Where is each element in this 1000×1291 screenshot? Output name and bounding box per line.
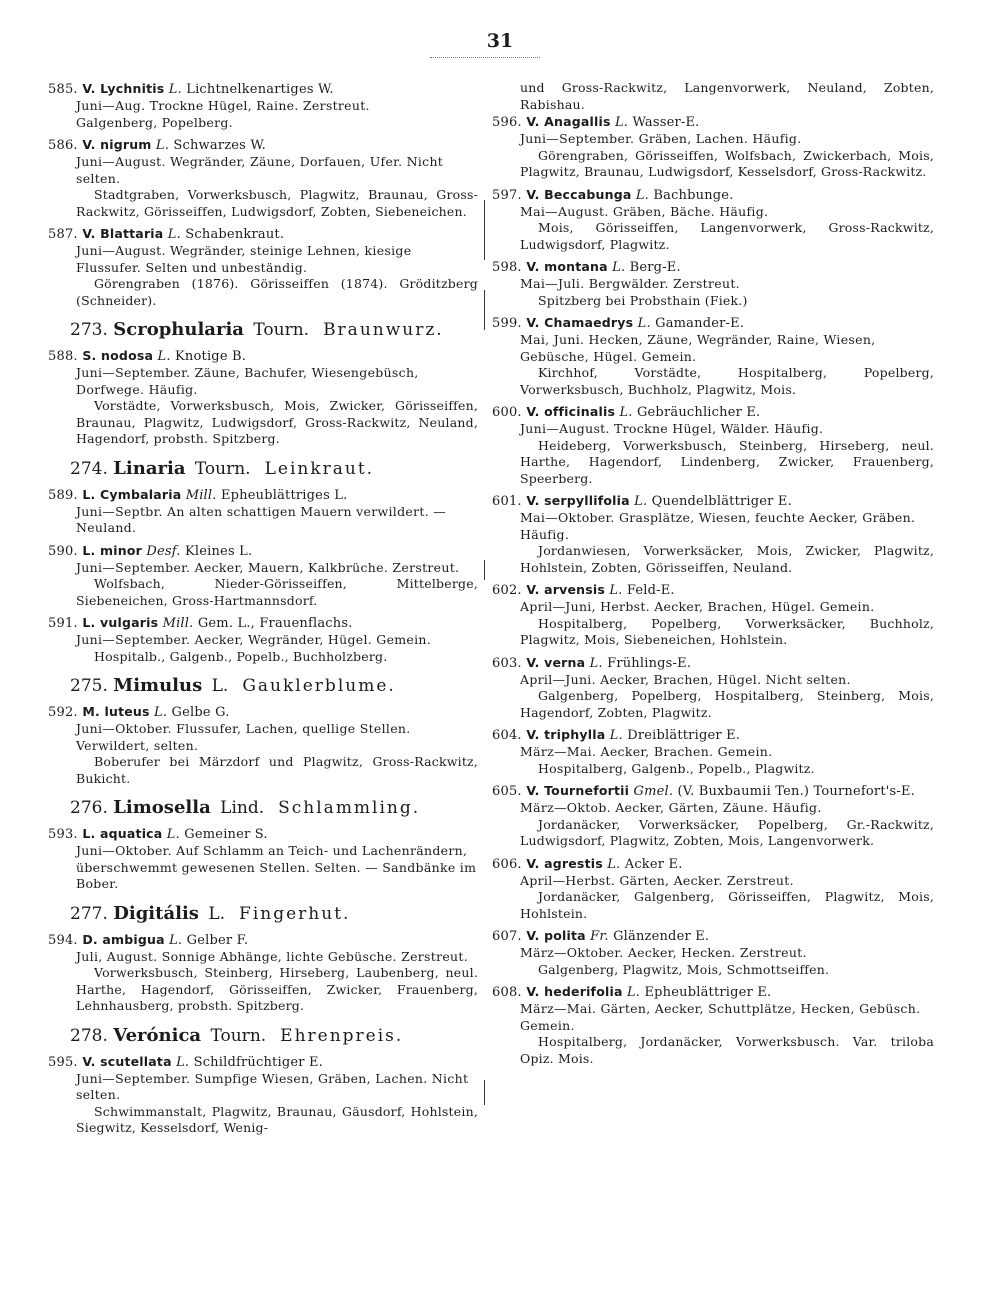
- species-localities: Vorstädte, Vorwerksbusch, Mois, Zwicker, Görisseiffen, Braunau, Plagwitz, Ludwigsdorf, Gross-Rackwitz, Neuland, Hagendorf, probsth. Spitzberg.: [76, 398, 478, 446]
- species-number: 590.: [48, 543, 78, 559]
- species-author: L.: [609, 583, 623, 598]
- genus-common-name: Schlammling.: [278, 798, 421, 818]
- species-heading: [48, 136, 478, 154]
- species-author: L.: [612, 260, 626, 275]
- species-name: V. Beccabunga: [526, 186, 632, 202]
- genus-heading: [70, 319, 478, 341]
- species-common-name: Quendelblättriger E.: [651, 494, 792, 509]
- species-heading: [48, 931, 478, 949]
- species-entry: [48, 486, 478, 537]
- species-habitat: Galgenberg, Popelberg.: [76, 114, 233, 130]
- species-localities: Hospitalberg, Jordanäcker, Vorwerksbusch. Var. triloba Opiz. Mois.: [520, 1034, 934, 1066]
- species-name: V. Lychnitis: [82, 81, 165, 96]
- species-heading: [48, 825, 478, 843]
- species-name: L. minor: [82, 542, 142, 558]
- species-name: V. verna: [526, 654, 586, 670]
- genus-name: Verónica: [113, 1024, 202, 1046]
- genus-author: L.: [211, 676, 229, 696]
- species-entry: [48, 225, 478, 309]
- species-entry: [48, 614, 478, 665]
- species-author: L.: [626, 985, 641, 1000]
- species-number: 594.: [48, 932, 78, 948]
- genus-author: Tourn.: [210, 1025, 267, 1046]
- species-number: 589.: [48, 487, 78, 503]
- continued-text: und Gross-Rackwitz, Langenvorwerk, Neuland, Zobten, Rabishau.: [520, 80, 934, 112]
- species-habitat: Juli, August. Sonnige Abhänge, lichte Gebüsche. Zerstreut.: [76, 948, 469, 964]
- species-localities: Boberufer bei Märzdorf und Plagwitz, Gross-Rackwitz, Bukicht.: [76, 754, 478, 786]
- species-number: 596.: [492, 115, 522, 130]
- species-common-name: Gem. L., Frauenflachs.: [197, 616, 353, 631]
- species-name: V. polita: [526, 928, 586, 943]
- species-entry: [48, 703, 478, 787]
- species-heading: [492, 581, 934, 599]
- species-name: M. luteus: [82, 704, 150, 719]
- right-column: [492, 80, 934, 1072]
- species-number: 592.: [48, 705, 78, 720]
- species-heading: [492, 782, 934, 800]
- genus-heading: [70, 675, 478, 697]
- species-heading: [48, 80, 478, 98]
- species-entry: [48, 1053, 478, 1137]
- species-name: V. officinalis: [526, 404, 616, 419]
- species-localities: Vorwerksbusch, Steinberg, Hirseberg, Laubenberg, neul. Harthe, Hagendorf, Görisseiffen, Zwicker, Frauenberg, Lehnhausberg, probsth. Spitzberg.: [76, 965, 478, 1013]
- species-entry: [492, 314, 934, 398]
- species-habitat: April—Juni. Aecker, Brachen, Hügel. Nicht selten.: [520, 671, 851, 687]
- species-localities: Hospitalberg, Popelberg, Vorwerksäcker, Buchholz, Plagwitz, Mois, Siebeneichen, Hohlstein.: [520, 615, 934, 647]
- gutter-line-3: [484, 560, 485, 580]
- species-habitat: März—Mai. Gärten, Aecker, Schuttplätze, Hecken, Gebüsch. Gemein.: [520, 1001, 921, 1033]
- species-author: Mill.: [185, 487, 217, 503]
- species-localities: Spitzberg bei Probsthain (Fiek.): [538, 292, 748, 308]
- species-author: L.: [614, 115, 629, 130]
- genus-author: Lind.: [220, 798, 265, 818]
- species-author: L.: [634, 494, 648, 509]
- genus-heading: [70, 458, 478, 480]
- species-habitat: Juni—August. Wegränder, steinige Lehnen, kiesige Flussufer. Selten und unbeständig.: [76, 243, 412, 275]
- species-author: L.: [154, 705, 168, 720]
- species-habitat: Mai—Juli. Bergwälder. Zerstreut.: [520, 276, 740, 291]
- species-entry: [492, 186, 934, 254]
- species-author: L.: [166, 827, 180, 842]
- species-number: 586.: [48, 138, 78, 153]
- species-name: V. scutellata: [82, 1053, 172, 1069]
- species-localities: Hospitalb., Galgenb., Popelb., Buchholzberg.: [94, 648, 388, 664]
- species-entry: [492, 855, 934, 923]
- species-localities: Wolfsbach, Nieder-Görisseiffen, Mittelberge, Siebeneichen, Gross-Hartmannsdorf.: [76, 576, 478, 608]
- species-habitat: April—Juni, Herbst. Aecker, Brachen, Hügel. Gemein.: [520, 599, 875, 614]
- species-number: 602.: [492, 583, 522, 598]
- species-number: 588.: [48, 349, 78, 364]
- species-number: 601.: [492, 494, 522, 509]
- species-habitat: Juni—September. Aecker, Mauern, Kalkbrüche. Zerstreut.: [76, 559, 460, 575]
- species-habitat: Mai, Juni. Hecken, Zäune, Wegränder, Raine, Wiesen, Gebüsche, Hügel. Gemein.: [520, 332, 876, 364]
- species-common-name: Dreiblättriger E.: [627, 728, 741, 743]
- species-name: V. Anagallis: [526, 114, 611, 129]
- species-localities: Heideberg, Vorwerksbusch, Steinberg, Hirseberg, neul. Harthe, Hagendorf, Lindenberg, Zwicker, Frauenberg, Speerberg.: [520, 437, 934, 486]
- species-habitat: Juni—September. Zäune, Bachufer, Wiesengebüsch, Dorfwege. Häufig.: [76, 365, 419, 397]
- species-localities: Kirchhof, Vorstädte, Hospitalberg, Popelberg, Vorwerksbusch, Buchholz, Plagwitz, Mois.: [520, 365, 934, 397]
- species-localities: Hospitalberg, Galgenb., Popelb., Plagwitz.: [538, 760, 815, 776]
- page-number-rule: [430, 57, 540, 58]
- species-common-name: Epheublättriges L.: [220, 487, 348, 503]
- genus-common-name: Fingerhut.: [239, 903, 351, 924]
- species-number: 591.: [48, 616, 78, 631]
- species-name: V. Blattaria: [82, 226, 164, 241]
- species-common-name: Berg-E.: [629, 260, 681, 275]
- species-habitat: Juni—Oktober. Flussufer, Lachen, quellige Stellen. Verwildert, selten.: [76, 721, 411, 753]
- species-entry: [48, 931, 478, 1015]
- species-localities: Galgenberg, Popelberg, Hospitalberg, Steinberg, Mois, Hagendorf, Zobten, Plagwitz.: [520, 688, 934, 720]
- species-name: L. aquatica: [82, 826, 163, 841]
- species-number: 587.: [48, 227, 78, 242]
- species-habitat: Juni—September. Aecker, Wegränder, Hügel. Gemein.: [76, 632, 432, 647]
- gutter-line-2: [484, 290, 485, 330]
- species-number: 603.: [492, 655, 522, 671]
- genus-common-name: Gauklerblume.: [242, 676, 396, 696]
- species-common-name: Glänzender E.: [613, 929, 710, 944]
- species-entry: [492, 726, 934, 777]
- species-habitat: Juni—Aug. Trockne Hügel, Raine. Zerstreut.: [76, 98, 370, 113]
- page-number: 31: [486, 30, 514, 52]
- species-heading: [48, 1053, 478, 1071]
- species-author: L.: [589, 655, 603, 671]
- genus-common-name: Leinkraut.: [264, 458, 375, 479]
- species-common-name: Bachbunge.: [653, 187, 734, 203]
- genus-heading: [70, 903, 478, 925]
- genus-name: Linaria: [113, 457, 186, 479]
- species-common-name: Epheublättriger E.: [644, 985, 772, 1000]
- species-common-name: Gelbe G.: [171, 705, 230, 720]
- species-number: 606.: [492, 856, 522, 872]
- species-entry: [492, 927, 934, 978]
- genus-common-name: Braunwurz.: [323, 320, 444, 340]
- species-name: V. hederifolia: [526, 984, 623, 999]
- species-habitat: Juni—Oktober. Auf Schlamm an Teich- und Lachenrändern, überschwemmt gewesenen Stellen. Selten. — Sandbänke im Bober.: [76, 843, 477, 891]
- genus-number: 275.: [70, 676, 108, 696]
- species-habitat: Juni—September. Sumpfige Wiesen, Gräben, Lachen. Nicht selten.: [76, 1070, 469, 1102]
- species-author: L.: [619, 405, 633, 420]
- species-habitat: Juni—Septbr. An alten schattigen Mauern verwildert. — Neuland.: [76, 503, 447, 535]
- species-habitat: März—Oktob. Aecker, Gärten, Zäune. Häufig.: [520, 800, 822, 815]
- species-localities: Stadtgraben, Vorwerksbusch, Plagwitz, Braunau, Gross-Rackwitz, Görisseiffen, Ludwigsdorf, Zobten, Siebeneichen.: [76, 187, 478, 219]
- species-common-name: Acker E.: [624, 856, 683, 872]
- species-entry: [492, 983, 934, 1067]
- species-heading: [48, 486, 478, 504]
- species-author: L.: [169, 932, 183, 948]
- species-name: D. ambigua: [82, 931, 165, 947]
- species-heading: [492, 186, 934, 204]
- genus-number: 278.: [70, 1025, 108, 1046]
- species-name: V. arvensis: [526, 582, 605, 597]
- species-name: V. montana: [526, 259, 608, 274]
- species-name: V. Tournefortii: [526, 783, 630, 798]
- genus-number: 274.: [70, 458, 108, 479]
- species-entry: [48, 136, 478, 220]
- species-heading: [48, 614, 478, 632]
- species-common-name: Schabenkraut.: [185, 227, 285, 242]
- species-localities: Galgenberg, Plagwitz, Mois, Schmottseiffen.: [538, 961, 830, 977]
- genus-author: L.: [208, 903, 226, 924]
- species-number: 608.: [492, 985, 522, 1000]
- species-author: L.: [609, 728, 623, 743]
- species-author: L.: [167, 227, 181, 242]
- species-common-name: Frühlings-E.: [607, 655, 692, 671]
- species-number: 600.: [492, 405, 522, 420]
- species-heading: [492, 403, 934, 421]
- genus-heading: [70, 797, 478, 819]
- species-name: V. agrestis: [526, 855, 603, 871]
- species-author: Mill.: [162, 616, 194, 631]
- species-name: V. nigrum: [82, 137, 152, 152]
- species-localities: Mois, Görisseiffen, Langenvorwerk, Gross-Rackwitz, Ludwigsdorf, Plagwitz.: [520, 220, 934, 252]
- species-heading: [48, 347, 478, 365]
- species-number: 607.: [492, 929, 522, 944]
- species-number: 605.: [492, 784, 522, 799]
- species-entry: [492, 654, 934, 722]
- species-common-name: Schildfrüchtiger E.: [193, 1054, 324, 1070]
- genus-number: 273.: [70, 320, 108, 340]
- species-author: L.: [635, 187, 650, 203]
- species-localities: Görengraben, Görisseiffen, Wolfsbach, Zwickerbach, Mois, Plagwitz, Braunau, Ludwigsdorf, Kesselsdorf, Gross-Rackwitz.: [520, 147, 934, 179]
- species-localities: Jordanwiesen, Vorwerksäcker, Mois, Zwicker, Plagwitz, Hohlstein, Zobten, Görisseiffen, Neuland.: [520, 543, 934, 575]
- species-heading: [492, 492, 934, 510]
- species-common-name: Lichtnelkenartiges W.: [186, 82, 334, 97]
- species-entry: [48, 347, 478, 448]
- species-common-name: Gelber F.: [186, 932, 249, 948]
- species-heading: [492, 855, 934, 873]
- genus-heading: [70, 1025, 478, 1047]
- species-entry: [492, 403, 934, 487]
- species-habitat: Juni—September. Gräben, Lachen. Häufig.: [520, 131, 802, 146]
- species-localities: Jordanäcker, Galgenberg, Görisseiffen, Plagwitz, Mois, Hohlstein.: [520, 889, 934, 921]
- species-name: V. serpyllifolia: [526, 493, 630, 508]
- species-habitat: Juni—August. Trockne Hügel, Wälder. Häufig.: [520, 421, 824, 436]
- species-entry: [492, 113, 934, 181]
- species-heading: [48, 225, 478, 243]
- species-common-name: Wasser-E.: [632, 115, 700, 130]
- species-heading: [492, 113, 934, 131]
- species-entry: [48, 825, 478, 893]
- species-heading: [492, 258, 934, 276]
- species-author: Desf.: [146, 543, 181, 559]
- species-number: 593.: [48, 827, 78, 842]
- species-name: V. triphylla: [526, 727, 606, 742]
- genus-name: Digitális: [113, 902, 199, 924]
- species-entry: [492, 492, 934, 576]
- species-author: L.: [607, 856, 621, 872]
- species-habitat: März—Mai. Aecker, Brachen. Gemein.: [520, 744, 773, 759]
- genus-number: 276.: [70, 798, 108, 818]
- species-author: L.: [157, 349, 171, 364]
- gutter-line-4: [484, 1080, 485, 1105]
- species-author: Fr.: [590, 929, 609, 944]
- species-habitat: März—Oktober. Aecker, Hecken. Zerstreut.: [520, 945, 807, 960]
- species-author: Gmel.: [633, 784, 674, 799]
- genus-number: 277.: [70, 903, 108, 924]
- species-name: L. vulgaris: [82, 615, 159, 630]
- species-common-name: Gebräuchlicher E.: [636, 405, 761, 420]
- species-entry: [492, 258, 934, 309]
- species-heading: [492, 654, 934, 672]
- genus-author: Tourn.: [194, 458, 251, 479]
- species-number: 599.: [492, 316, 522, 331]
- species-localities: Jordanäcker, Vorwerksäcker, Popelberg, Gr.-Rackwitz, Ludwigsdorf, Plagwitz, Zobten, Mois, Langenvorwerk.: [520, 816, 934, 848]
- species-number: 604.: [492, 728, 522, 743]
- genus-name: Mimulus: [113, 675, 203, 696]
- species-author: L.: [155, 138, 170, 153]
- species-author: L.: [176, 1054, 190, 1070]
- species-number: 598.: [492, 260, 522, 275]
- species-localities: Schwimmanstalt, Plagwitz, Braunau, Gäusdorf, Hohlstein, Siegwitz, Kesselsdorf, Wenig-: [76, 1103, 478, 1135]
- species-heading: [492, 314, 934, 332]
- species-entry: [492, 782, 934, 850]
- species-common-name: Knotige B.: [175, 349, 247, 364]
- species-number: 595.: [48, 1054, 78, 1070]
- species-heading: [48, 703, 478, 721]
- species-common-name: Gamander-E.: [655, 316, 745, 331]
- species-name: S. nodosa: [82, 348, 154, 363]
- species-common-name: Kleines L.: [184, 543, 253, 559]
- species-habitat: Mai—Oktober. Grasplätze, Wiesen, feuchte Aecker, Gräben. Häufig.: [520, 510, 916, 542]
- species-heading: [492, 983, 934, 1001]
- species-habitat: Juni—August. Wegränder, Zäune, Dorfauen, Ufer. Nicht selten.: [76, 154, 444, 186]
- genus-name: Limosella: [113, 797, 211, 818]
- species-habitat: April—Herbst. Gärten, Aecker. Zerstreut.: [520, 872, 794, 888]
- gutter-line-1: [484, 200, 485, 260]
- species-localities: Görengraben (1876). Görisseiffen (1874). Gröditzberg (Schneider).: [76, 276, 478, 308]
- species-number: 585.: [48, 82, 78, 97]
- species-habitat: Mai—August. Gräben, Bäche. Häufig.: [520, 203, 769, 219]
- genus-name: Scrophularia: [113, 319, 244, 340]
- genus-author: Tourn.: [253, 320, 310, 340]
- species-heading: [492, 726, 934, 744]
- genus-common-name: Ehrenpreis.: [280, 1025, 404, 1046]
- species-author: L.: [168, 82, 182, 97]
- species-number: 597.: [492, 187, 522, 203]
- species-common-name: Gemeiner S.: [184, 827, 268, 842]
- species-common-name: Feld-E.: [626, 583, 675, 598]
- species-name: L. Cymbalaria: [82, 486, 182, 502]
- species-heading: [48, 542, 478, 560]
- species-author: L.: [637, 316, 651, 331]
- species-name: V. Chamaedrys: [526, 315, 634, 330]
- species-entry: [48, 80, 478, 131]
- species-entry: [492, 581, 934, 649]
- species-common-name: Schwarzes W.: [173, 138, 267, 153]
- left-column: [48, 80, 478, 1142]
- species-common-name: (V. Buxbaumii Ten.) Tournefort's-E.: [677, 784, 916, 799]
- species-heading: [492, 927, 934, 945]
- species-entry: [48, 542, 478, 610]
